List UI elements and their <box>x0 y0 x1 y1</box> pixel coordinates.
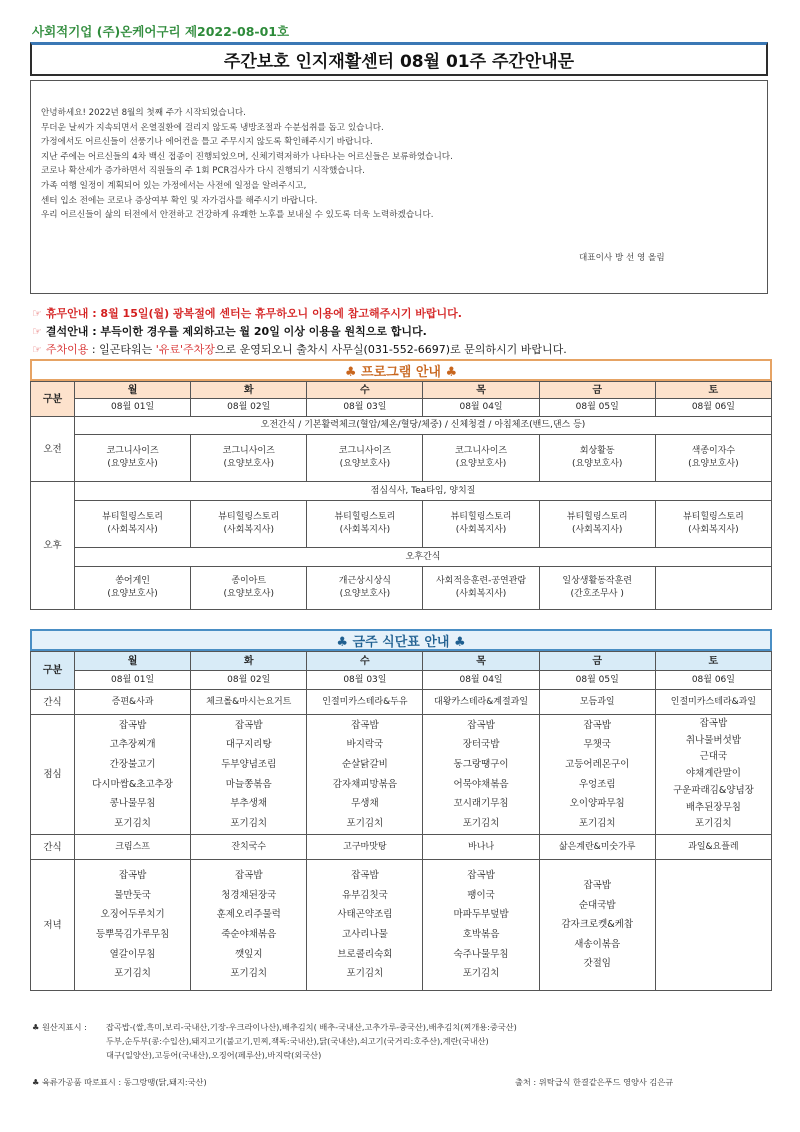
menu-table <box>30 651 772 991</box>
snack-am-item: 인절미카스테라&두유 <box>307 690 423 715</box>
pointing-hand-icon: ☞ <box>32 325 42 338</box>
lunch-menu-line: 구운파래김&양념장 <box>672 784 754 796</box>
menu-source: 출처 : 위탁급식 한결같은푸드 영양사 김은규 <box>515 1077 674 1087</box>
dinner-menu-line: 잡곡밥 <box>234 870 263 882</box>
holiday-notice <box>32 305 462 321</box>
dinner-menu-line: 잡곡밥 <box>351 870 379 882</box>
pm-activity-2-line: (요양보호사) <box>107 589 158 599</box>
day-header: 수 <box>307 652 423 671</box>
lunch-menu-line: 고추장찌개 <box>109 739 156 751</box>
day-header: 화 <box>191 652 307 671</box>
pm-activity-line: 뷰티힐링스토리 <box>682 512 744 522</box>
lunch-menu-line: 우엉조림 <box>578 778 616 790</box>
snack-pm-item: 크림스프 <box>75 835 191 860</box>
program-table <box>30 381 772 610</box>
letter-line: 안녕하세요! 2022년 8월의 첫째 주가 시작되었습니다. <box>41 108 246 118</box>
dinner-menu-line: 사태곤약조림 <box>337 909 393 921</box>
lunch-menu-line: 포기김치 <box>578 817 616 829</box>
lunch-menu-line: 포기김치 <box>230 817 268 829</box>
dinner-menu-line: 포기김치 <box>114 968 151 980</box>
lunch-menu-line: 잡곡밥 <box>583 719 611 731</box>
dinner-menu-line: 포기김치 <box>346 968 384 980</box>
program-section-title: ♣ 프로그램 안내 ♣ <box>30 359 772 381</box>
day-header: 화 <box>191 382 307 399</box>
origin-line: 잡곡밥-(쌀,흑미,보리-국내산,기장-우크라이나산),배추김치( 배추-국내산,고추가루-중국산),배추김치(찌개용:중국산) <box>106 1022 517 1032</box>
pm-activity <box>539 501 655 548</box>
dinner-menu-line: 팽이국 <box>467 889 495 901</box>
lunch-menu-line: 야채계란말이 <box>685 768 741 780</box>
greeting-letter <box>30 80 768 294</box>
letter-line: 가족 여행 일정이 계획되어 있는 가정에서는 사전에 일정을 알려주시고, <box>41 180 307 191</box>
snack-am-item: 인절미카스테라&과일 <box>655 690 771 715</box>
dinner-menu-line: 고사리나물 <box>341 929 388 940</box>
dinner-menu-line: 잡곡밥 <box>467 870 495 882</box>
am-activity-line: (요양보호사) <box>107 459 158 469</box>
pm-activity-2-line: 쏭어게인 <box>115 576 150 586</box>
dinner-menu-line: 호박볶음 <box>462 929 500 940</box>
date-header: 08월 01일 <box>75 399 191 417</box>
lunch-menu-line: 장터국밥 <box>462 739 500 751</box>
letter-body <box>41 106 453 223</box>
am-activity-line: (요양보호사) <box>339 459 391 469</box>
am-activity <box>423 435 539 482</box>
day-header: 수 <box>307 382 423 399</box>
gubun-header: 구분 <box>31 652 75 690</box>
lunch-menu-line: 포기김치 <box>462 817 500 829</box>
lunch-menu-line: 대구지리탕 <box>225 739 272 751</box>
origin-footnote <box>32 1020 772 1062</box>
parking-paid-text: '유료'주차장 <box>155 343 215 356</box>
dinner-label: 저녁 <box>31 860 75 991</box>
parking-text-post: 으로 운영되오니 출차시 사무실(031-552-6697)로 문의하시기 바랍니다. <box>214 343 567 356</box>
am-activity-line: 코그니사이즈 <box>338 446 391 456</box>
pm-activity-2-line: (사회복지사) <box>455 589 507 599</box>
pm-activity <box>191 501 307 548</box>
day-header: 토 <box>655 652 771 671</box>
am-activity <box>655 435 771 482</box>
page-title: 주간보호 인지재활센터 08월 01주 주간안내문 <box>30 42 768 76</box>
pm-activity-2-line: 일상생활동작훈련 <box>562 576 632 586</box>
day-header: 금 <box>539 652 655 671</box>
am-activity-line: 코그니사이즈 <box>106 446 159 456</box>
pm-activity-line: 뷰티힐링스토리 <box>450 512 512 522</box>
pointing-hand-icon: ☞ <box>32 343 42 356</box>
lunch-menu-line: 동그랑땡구이 <box>453 758 509 770</box>
dinner-menu-line: 청경채된장국 <box>221 889 277 901</box>
meat-label: ♣ 육류가공품 따로표시 : <box>32 1077 122 1087</box>
lunch-menu-line: 간장불고기 <box>109 758 156 770</box>
origin-line: 두부,순두부(콩:수입산),돼지고기(불고기,민찌,잭독:국내산),닭(국내산),쇠고기(국거리:호주산),계란(국내산) <box>106 1036 489 1046</box>
day-header: 월 <box>75 382 191 399</box>
dinner-menu-line: 새송이볶음 <box>574 938 621 950</box>
am-activity-line: 회상활동 <box>579 446 615 456</box>
am-activity-line: (요양보호사) <box>455 459 507 469</box>
am-activity-line: (요양보호사) <box>223 459 274 469</box>
pm-activity-2 <box>423 567 539 610</box>
day-header: 목 <box>423 652 539 671</box>
lunch-menu-line: 순살닭갈비 <box>341 758 388 770</box>
lunch-menu-line: 꼬시래기무침 <box>453 798 509 810</box>
dinner-menu-line: 감자크로켓&케찹 <box>561 919 634 931</box>
holiday-notice-text: 휴무안내 : 8월 15일(월) 광복절에 센터는 휴무하오니 이용에 참고해주시기 바랍니다. <box>45 307 462 320</box>
pm-activity-2 <box>655 567 771 610</box>
lunch-menu-line: 취나물버섯밥 <box>685 734 741 746</box>
absence-notice <box>32 323 427 339</box>
pm-activity-2-line: 개근상시상식 <box>338 576 391 586</box>
am-activity <box>307 435 423 482</box>
pm-activity-2 <box>307 567 423 610</box>
pm-activity <box>423 501 539 548</box>
gubun-header: 구분 <box>31 382 75 417</box>
lunch-menu-line: 감자채피망볶음 <box>332 778 398 790</box>
lunch-menu <box>75 715 191 835</box>
pm-activity-2 <box>191 567 307 610</box>
day-header: 월 <box>75 652 191 671</box>
lunch-menu-line: 포기김치 <box>695 818 732 830</box>
letter-line: 가정에서도 어르신들이 선풍기나 에어컨을 틀고 주무시지 않도록 확인해주시기 바랍니다. <box>41 137 373 148</box>
letter-signature: 대표이사 방 선 영 올림 <box>579 253 665 263</box>
am-activity-line: (요양보호사) <box>688 459 739 469</box>
date-header: 08월 05일 <box>539 671 655 690</box>
menu-section-title: ♣ 금주 식단표 안내 ♣ <box>30 629 772 651</box>
origin-line: 대구(일양산),고등어(국내산),오징어(페루산),바지락(외국산) <box>106 1050 322 1060</box>
pm-activity-2-line: (간호조무사 ) <box>570 589 624 599</box>
dinner-menu-line: 포기김치 <box>230 968 268 980</box>
pm-activity-line: (사회복지사) <box>107 525 158 535</box>
snack-pm-item: 바나나 <box>423 835 539 860</box>
pm-activity-2-line: 사회적응훈련-공연관람 <box>435 576 527 586</box>
lunch-menu-line: 마늘쫑볶음 <box>225 778 272 790</box>
snack-am-item: 체크롤&마시는요거트 <box>191 690 307 715</box>
origin-label: ♣ 원산지표시 : <box>32 1022 87 1032</box>
lunch-menu-line: 잡곡밥 <box>467 719 495 731</box>
pm-activity-line: (사회복지사) <box>571 525 623 535</box>
pm-activity-line: 뷰티힐링스토리 <box>102 512 163 522</box>
meat-footnote <box>32 1077 207 1088</box>
lunch-label: 점심 <box>31 715 75 835</box>
lunch-menu-line: 잡곡밥 <box>118 719 147 731</box>
am-label: 오전 <box>31 417 75 482</box>
meat-text: 동그랑땡(닭,돼지:국산) <box>123 1077 207 1087</box>
pm-activity-2-line: (요양보호사) <box>339 589 391 599</box>
pm-activity-2 <box>75 567 191 610</box>
am-activity <box>539 435 655 482</box>
snack-am-item: 대왕카스테라&계절과일 <box>423 690 539 715</box>
pm-activity <box>75 501 191 548</box>
lunch-menu-line: 오이양파무침 <box>569 798 625 810</box>
dinner-menu <box>539 860 655 991</box>
am-activity-line: 코그니사이즈 <box>222 446 275 456</box>
dinner-menu-line: 깻잎지 <box>234 948 263 960</box>
am-activity-line: 코그니사이즈 <box>454 446 508 456</box>
letter-line: 우리 어르신들이 삶의 터전에서 안전하고 건강하게 유쾌한 노후를 보내실 수 있도록 더욱 노력하겠습니다. <box>41 210 434 221</box>
pm-activity-line: 뷰티힐링스토리 <box>334 512 396 522</box>
dinner-menu-line: 갓절임 <box>583 958 611 970</box>
snack-pm-item: 삶은계란&미숫가루 <box>539 835 655 860</box>
date-header: 08월 01일 <box>75 671 191 690</box>
am-activity <box>75 435 191 482</box>
lunch-menu-line: 바지락국 <box>346 739 384 751</box>
lunch-menu <box>539 715 655 835</box>
pm-activity-line: 뷰티힐링스토리 <box>218 512 280 522</box>
dinner-menu-line: 마파두부덮밥 <box>453 909 509 921</box>
date-header: 08월 03일 <box>307 671 423 690</box>
lunch-menu-line: 근대국 <box>699 751 728 763</box>
lunch-menu-line: 잡곡밥 <box>351 719 379 731</box>
pm-activity-2 <box>539 567 655 610</box>
date-header: 08월 04일 <box>423 671 539 690</box>
dinner-menu <box>423 860 539 991</box>
lunch-menu <box>423 715 539 835</box>
dinner-menu-line: 열갈이무침 <box>109 948 156 960</box>
pm-activity-line: (사회복지사) <box>223 525 274 535</box>
day-header: 토 <box>655 382 771 399</box>
pm-common-routine: 점심식사, Tea타임, 양치질 <box>75 482 772 501</box>
dinner-menu-line: 훈제오리주물럭 <box>216 909 281 921</box>
letter-line: 센터 입소 전에는 코로나 증상여부 확인 및 자가검사를 해주시기 바랍니다. <box>41 195 318 206</box>
issue-number: 사회적기업 (주)온케어구리 제2022-08-01호 <box>32 24 290 39</box>
pm-activity-line: (사회복지사) <box>688 525 739 535</box>
letter-line: 코로나 확산세가 증가하면서 직원들의 주 1회 PCR검사가 다시 진행되기 시작했습니다. <box>41 166 365 177</box>
pm-activity <box>307 501 423 548</box>
date-header: 08월 03일 <box>307 399 423 417</box>
lunch-menu-line: 무챗국 <box>583 739 611 751</box>
date-header: 08월 05일 <box>539 399 655 417</box>
lunch-menu-line: 콩나물무침 <box>109 798 156 810</box>
lunch-menu <box>655 715 771 835</box>
am-common-routine: 오전간식 / 기본활력체크(혈압/체온/혈당/체중) / 신체청결 / 아침체조(밴드,댄스 등) <box>75 417 772 435</box>
letter-line: 무더운 날씨가 지속되면서 온열질환에 걸리지 않도록 냉방조절과 수분섭취를 돕고 있습니다. <box>41 122 384 133</box>
snack-am-label: 간식 <box>31 690 75 715</box>
lunch-menu-line: 잡곡밥 <box>234 719 263 731</box>
am-activity <box>191 435 307 482</box>
dinner-menu <box>75 860 191 991</box>
lunch-menu-line: 부추생채 <box>230 798 268 810</box>
dinner-menu-line: 물만둣국 <box>114 889 151 901</box>
lunch-menu-line: 포기김치 <box>114 817 151 829</box>
day-header: 목 <box>423 382 539 399</box>
snack-am-item: 모듬과일 <box>539 690 655 715</box>
lunch-menu-line: 포기김치 <box>346 817 384 829</box>
parking-text-pre: : 일곤타워는 <box>88 343 156 356</box>
dinner-menu-line: 잡곡밥 <box>118 870 147 882</box>
lunch-menu <box>191 715 307 835</box>
pm-label: 오후 <box>31 482 75 610</box>
pm-activity-line: 뷰티힐링스토리 <box>566 512 628 522</box>
date-header: 08월 06일 <box>655 671 771 690</box>
lunch-menu-line: 두부양념조림 <box>221 758 277 770</box>
snack-am-item: 증편&사과 <box>75 690 191 715</box>
dinner-menu-line: 등뿌묵김가루무침 <box>95 929 170 940</box>
pm-activity-2-line: (요양보호사) <box>223 589 274 599</box>
pm-activity-2-line: 종이아트 <box>231 576 267 586</box>
dinner-menu <box>191 860 307 991</box>
snack-pm-item: 고구마맛탕 <box>307 835 423 860</box>
date-header: 08월 02일 <box>191 671 307 690</box>
parking-notice <box>32 341 567 357</box>
lunch-menu-line: 잡곡밥 <box>699 717 728 729</box>
snack-pm-label: 간식 <box>31 835 75 860</box>
lunch-menu-line: 어묵야채볶음 <box>453 778 509 790</box>
pm-activity-line: (사회복지사) <box>455 525 507 535</box>
dinner-menu-line: 유부김칫국 <box>341 889 388 901</box>
lunch-menu-line: 고등어레몬구이 <box>565 758 630 770</box>
dinner-menu-line: 브로콜리숙회 <box>337 948 393 960</box>
dinner-menu-line: 숙주나물무침 <box>453 948 509 960</box>
parking-label: 주차이용 <box>45 343 89 356</box>
am-activity-line: 색종이자수 <box>691 446 736 456</box>
date-header: 08월 04일 <box>423 399 539 417</box>
am-activity-line: (요양보호사) <box>571 459 623 469</box>
snack-pm-item: 과일&요플레 <box>655 835 771 860</box>
dinner-menu-line: 포기김치 <box>462 968 500 980</box>
letter-line: 지난 주에는 어르신들의 4차 백신 접종이 진행되었으며, 신체기력저하가 나타나는 어르신들은 보류하였습니다. <box>41 151 453 162</box>
dinner-menu <box>655 860 771 991</box>
snack-pm-item: 잔치국수 <box>191 835 307 860</box>
dinner-menu <box>307 860 423 991</box>
date-header: 08월 06일 <box>655 399 771 417</box>
dinner-menu-line: 순대국밥 <box>578 899 616 911</box>
dinner-menu-line: 잡곡밥 <box>583 880 611 892</box>
lunch-menu-line: 다시마쌈&초고추장 <box>92 778 173 790</box>
day-header: 금 <box>539 382 655 399</box>
lunch-menu-line: 무생채 <box>351 798 379 810</box>
pm-activity-line: (사회복지사) <box>339 525 391 535</box>
lunch-menu-line: 배추된장무침 <box>685 801 741 813</box>
lunch-menu <box>307 715 423 835</box>
dinner-menu-line: 오징어두루치기 <box>100 909 165 921</box>
pm-snack-row: 오후간식 <box>75 548 772 567</box>
date-header: 08월 02일 <box>191 399 307 417</box>
pointing-hand-icon: ☞ <box>32 307 42 320</box>
pm-activity <box>655 501 771 548</box>
absence-notice-text: 결석안내 : 부득이한 경우를 제외하고는 월 20일 이상 이용을 원칙으로 합니다. <box>45 325 427 338</box>
dinner-menu-line: 죽순야채볶음 <box>221 929 277 940</box>
